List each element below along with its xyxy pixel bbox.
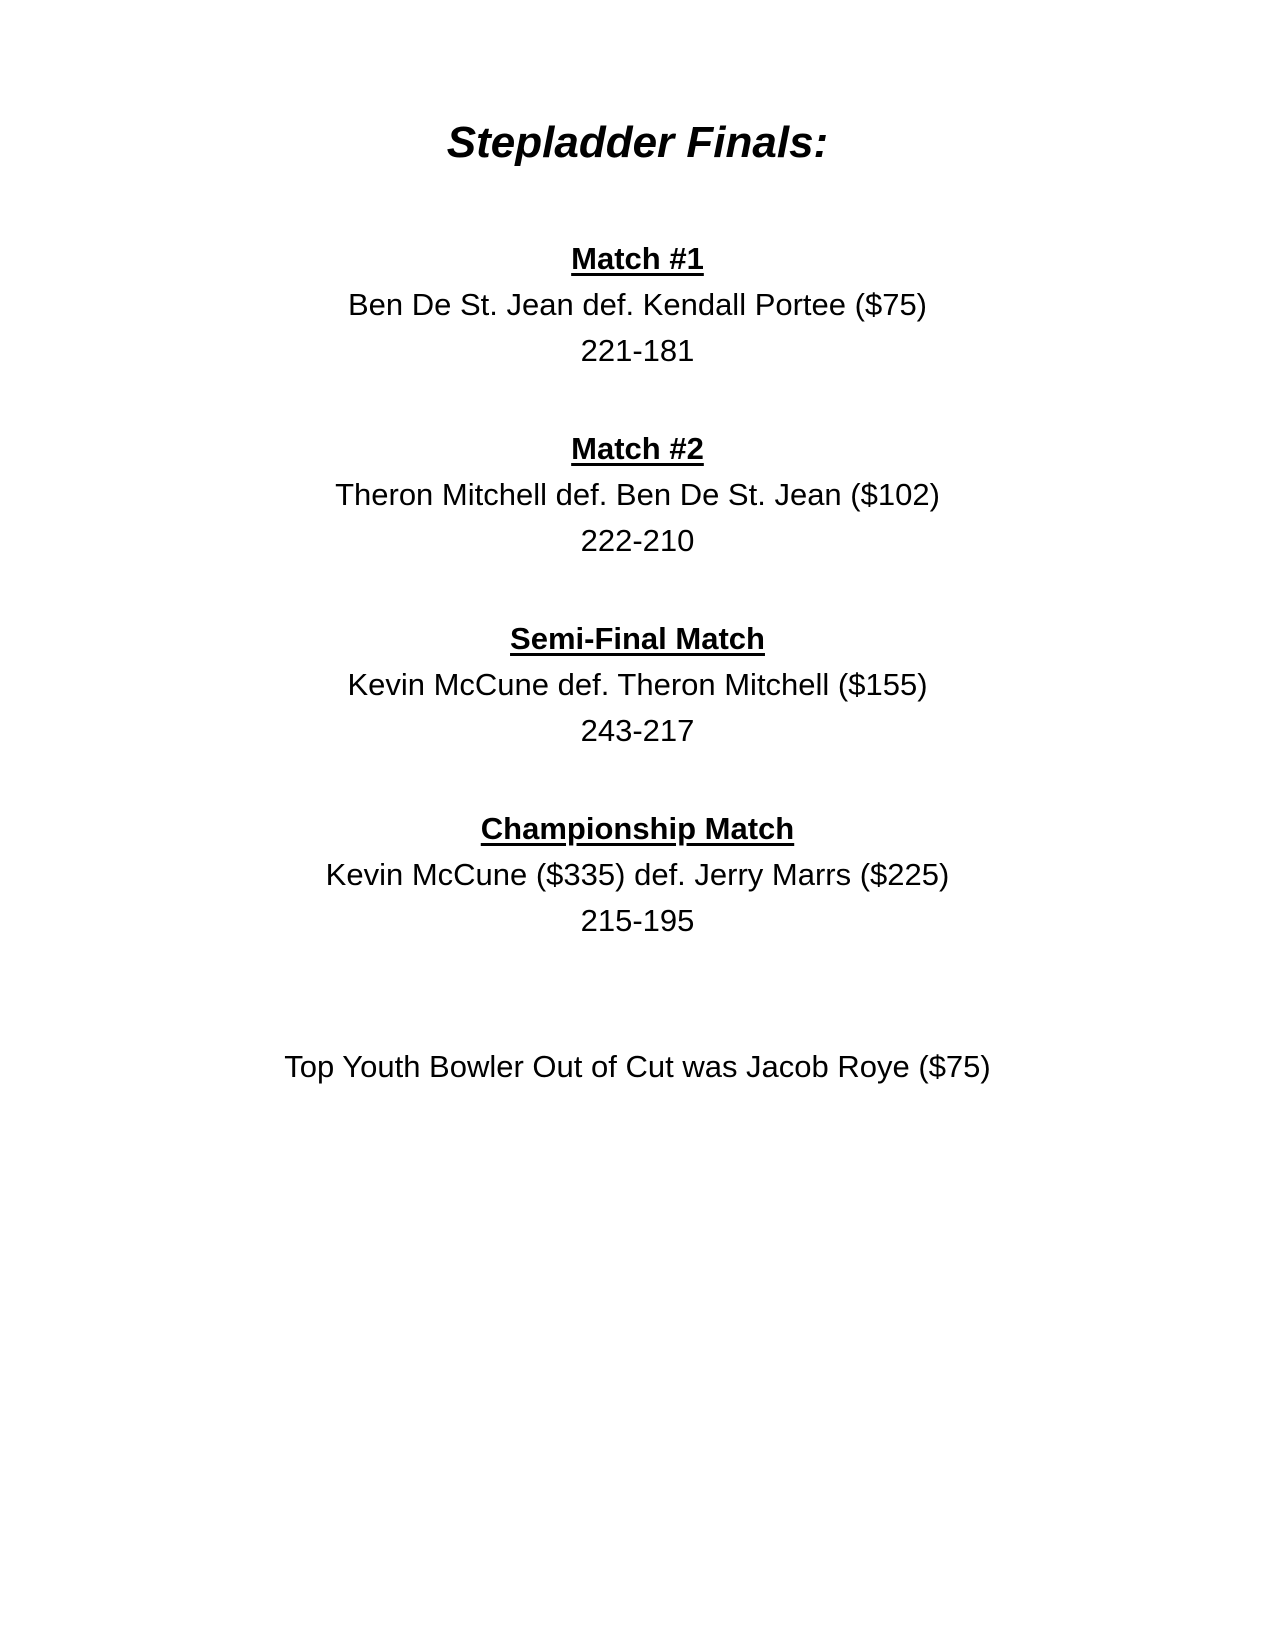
match-2-result: Theron Mitchell def. Ben De St. Jean ($102) — [335, 477, 940, 512]
championship-result: Kevin McCune ($335) def. Jerry Marrs ($225) — [325, 857, 950, 892]
match-1-result: Ben De St. Jean def. Kendall Portee ($75) — [347, 287, 928, 322]
page-title: Stepladder Finals: — [446, 118, 829, 167]
semi-final-result: Kevin McCune def. Theron Mitchell ($155) — [347, 667, 928, 702]
semi-final-score: 243-217 — [580, 713, 695, 748]
championship-heading: Championship Match — [480, 811, 795, 846]
match-1-heading: Match #1 — [571, 241, 704, 276]
match-1-score: 221-181 — [580, 333, 695, 368]
championship-score: 215-195 — [580, 903, 695, 938]
top-youth-bowler-note: Top Youth Bowler Out of Cut was Jacob Roye ($75) — [284, 1049, 991, 1084]
match-2-heading: Match #2 — [571, 431, 704, 466]
semi-final-heading: Semi-Final Match — [510, 621, 765, 656]
match-2-score: 222-210 — [580, 523, 695, 558]
